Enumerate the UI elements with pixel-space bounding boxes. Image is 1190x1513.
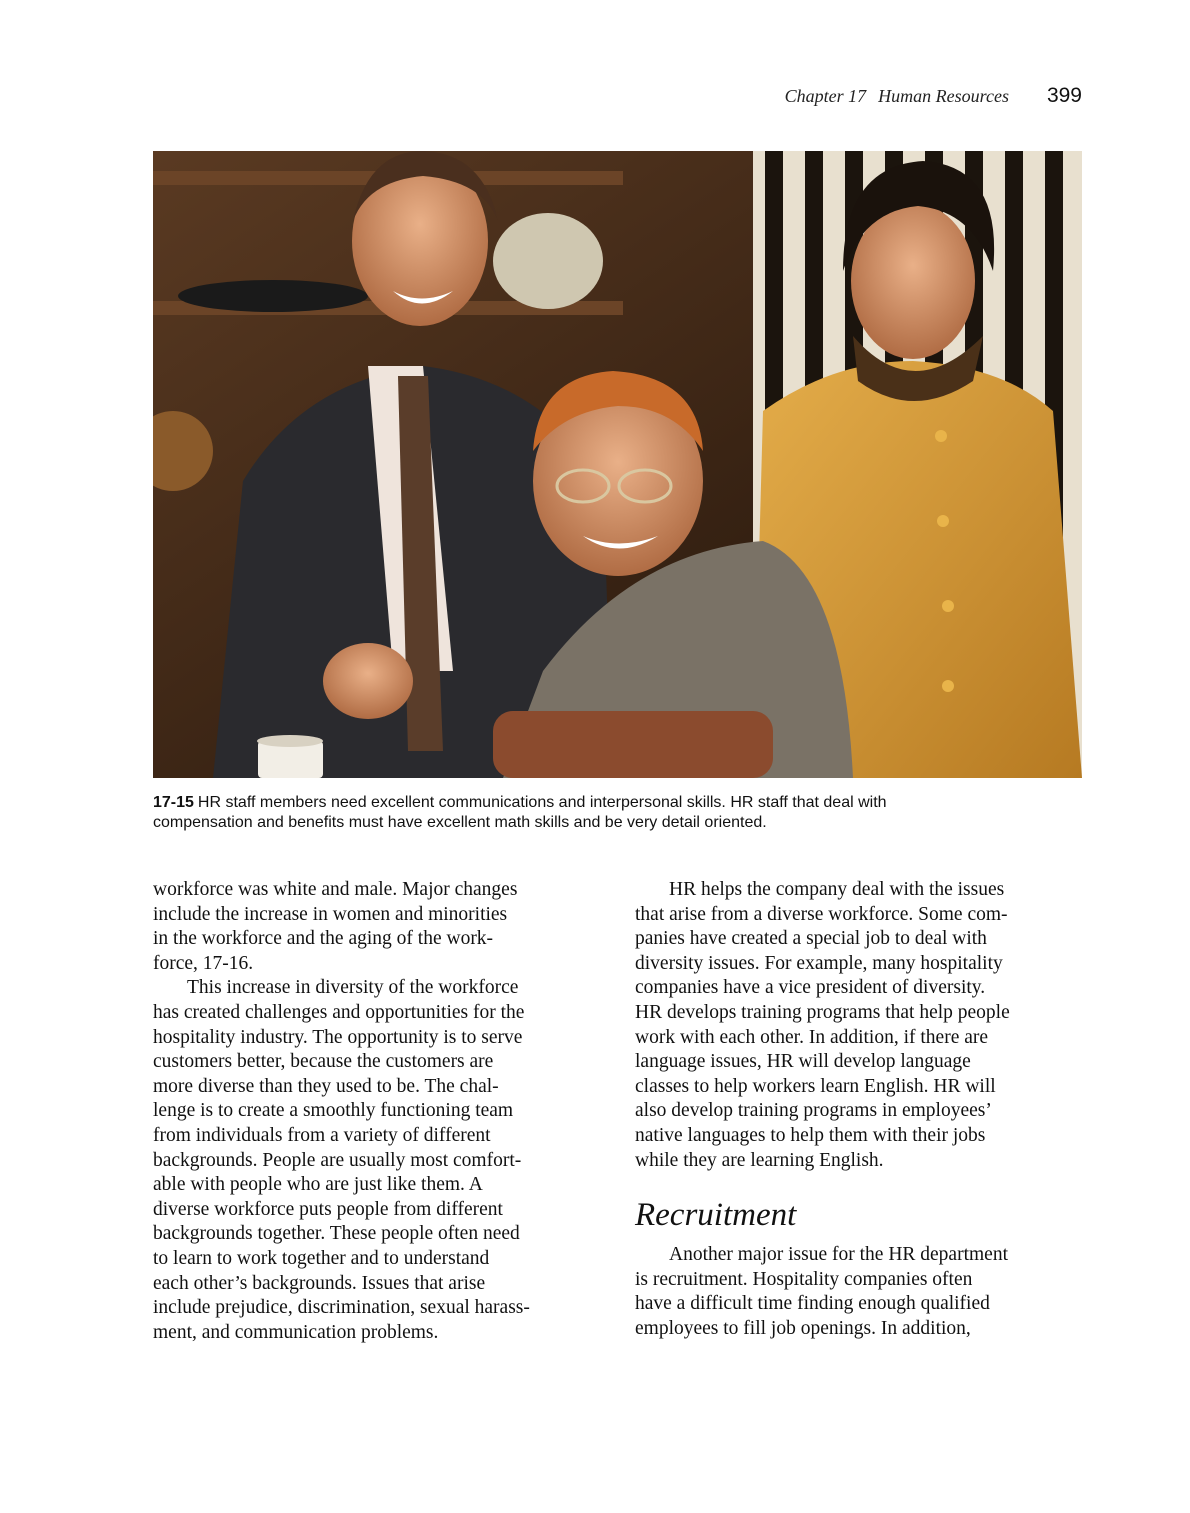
text-line: language issues, HR will develop language <box>635 1051 971 1073</box>
text-line: each other’s backgrounds. Issues that arise <box>153 1272 486 1294</box>
caption-line <box>153 793 1083 813</box>
text-line: in the workforce and the aging of the work- <box>153 928 494 950</box>
photo-illustration <box>153 151 1082 778</box>
text-line: include prejudice, discrimination, sexual harass- <box>153 1297 530 1319</box>
caption-text: HR staff members need excellent communications and interpersonal skills. HR staff that deal with <box>197 794 887 811</box>
caption-line: compensation and benefits must have excellent math skills and be very detail oriented. <box>153 814 767 831</box>
text-line: classes to help workers learn English. HR will <box>635 1075 996 1097</box>
text-line: that arise from a diverse workforce. Some com- <box>635 903 1008 925</box>
chapter-label: Chapter 17 <box>784 86 867 106</box>
section-label: Human Resources <box>878 86 1009 106</box>
figure-caption <box>153 793 1083 833</box>
section-heading: Recruitment <box>635 1197 797 1234</box>
running-header <box>785 84 1082 108</box>
text-line: panies have created a special job to deal with <box>635 928 987 950</box>
figure-number: 17-15 <box>153 794 194 811</box>
text-line: HR helps the company deal with the issues <box>669 879 1005 900</box>
text-line: HR develops training programs that help people <box>635 1001 1010 1023</box>
text-line: workforce was white and male. Major changes <box>153 879 518 900</box>
recruitment-paragraph <box>635 1243 1085 1341</box>
text-line: more diverse than they used to be. The chal- <box>153 1075 499 1097</box>
diversity-paragraph <box>635 878 1085 1173</box>
text-line: employees to fill job openings. In addition, <box>635 1317 971 1339</box>
text-line: customers better, because the customers are <box>153 1051 494 1073</box>
text-line: able with people who are just like them. A <box>153 1174 483 1196</box>
text-line: diversity issues. For example, many hospitality <box>635 952 1003 974</box>
text-line: work with each other. In addition, if there are <box>635 1026 989 1048</box>
text-line: backgrounds. People are usually most comfort- <box>153 1149 522 1171</box>
text-line: companies have a vice president of diversity. <box>635 977 986 999</box>
text-line: from individuals from a variety of different <box>153 1124 491 1146</box>
text-line: while they are learning English. <box>635 1149 884 1171</box>
text-line: include the increase in women and minorities <box>153 903 508 925</box>
text-line: lenge is to create a smoothly functioning team <box>153 1100 514 1122</box>
text-line: native languages to help them with their jobs <box>635 1124 986 1146</box>
text-line: backgrounds together. These people often need <box>153 1223 520 1245</box>
text-line: to learn to work together and to understand <box>153 1247 490 1269</box>
text-line: hospitality industry. The opportunity is to serve <box>153 1026 523 1048</box>
left-column <box>153 878 603 1345</box>
text-line: has created challenges and opportunities for the <box>153 1001 525 1023</box>
text-line: force, 17-16. <box>153 952 254 974</box>
right-column <box>635 878 1085 1342</box>
page-number: 399 <box>1046 84 1082 107</box>
text-line: also develop training programs in employees’ <box>635 1100 992 1122</box>
text-line: have a difficult time finding enough qualified <box>635 1293 990 1315</box>
text-line: Another major issue for the HR department <box>669 1244 1008 1266</box>
text-line: This increase in diversity of the workforce <box>187 977 519 999</box>
coffee-cup <box>257 735 323 778</box>
text-line: is recruitment. Hospitality companies often <box>635 1268 973 1290</box>
text-line: ment, and communication problems. <box>153 1321 439 1343</box>
text-line: diverse workforce puts people from different <box>153 1198 503 1220</box>
figure-photo <box>153 151 1082 778</box>
